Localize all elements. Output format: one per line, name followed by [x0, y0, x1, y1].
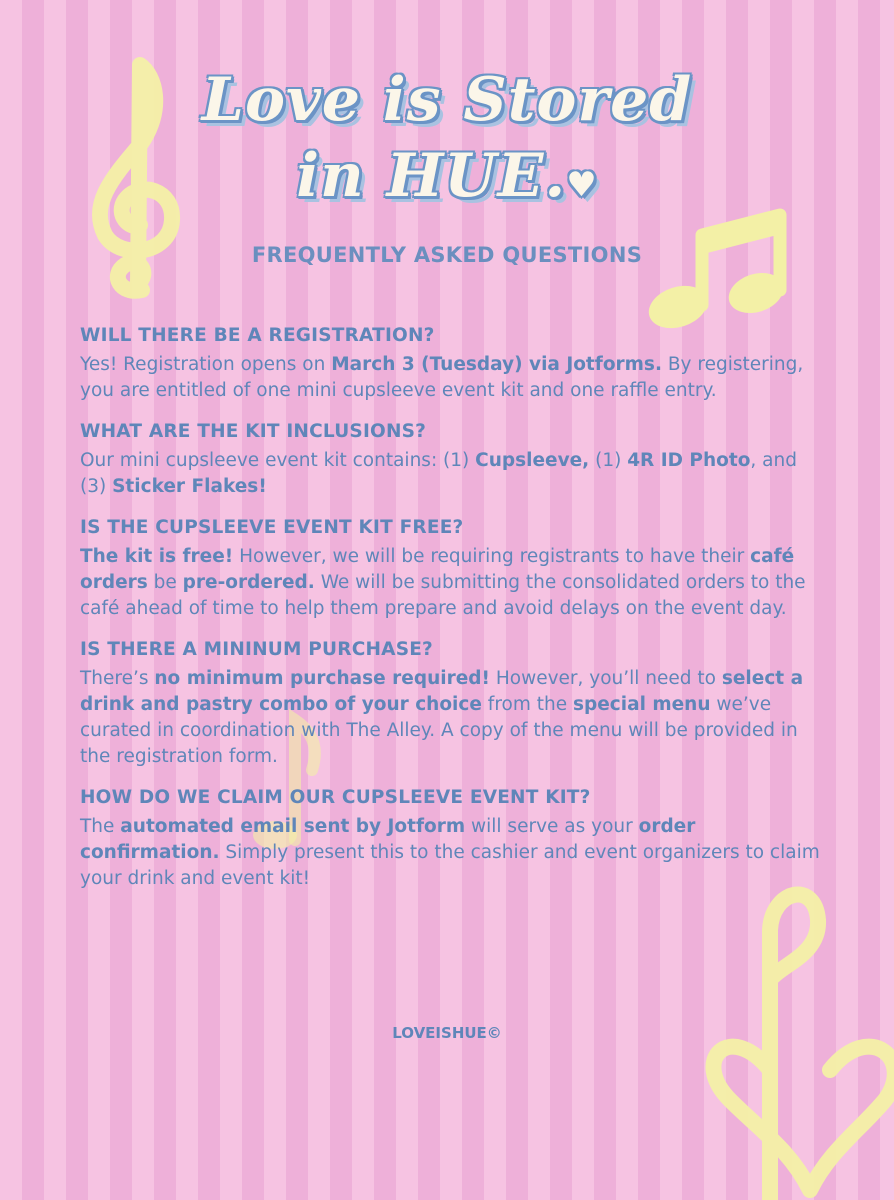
- faq-answer-bold: March 3 (Tuesday) via Jotforms.: [331, 354, 662, 375]
- faq-answer-text: By registering, you are entitled of one mini cupsleeve event kit and one raffle entry.: [80, 354, 804, 401]
- heart-icon: ♥: [566, 165, 598, 205]
- faq-question: WHAT ARE THE KIT INCLUSIONS?: [80, 421, 427, 442]
- faq-question: IS THERE A MININUM PURCHASE?: [80, 639, 433, 660]
- faq-answer-text: be: [147, 572, 183, 593]
- faq-answer-text: Simply present this to the cashier and event organizers to claim your drink and event kit!: [80, 842, 820, 889]
- faq-answer-text: However, we will be requiring registrants to have their: [233, 546, 751, 567]
- faq-answer-text: (1): [589, 450, 628, 471]
- faq-answer-bold: no minimum purchase required!: [154, 668, 490, 689]
- faq-item: [80, 787, 820, 892]
- faq-answer-text: Our mini cupsleeve event kit contains: (1): [80, 450, 476, 471]
- faq-answer-bold: automated email sent by Jotform: [120, 816, 466, 837]
- faq-answer-text: The: [80, 816, 121, 837]
- faq-answer-text: However, you’ll need to: [489, 668, 722, 689]
- faq-answer-bold: café orders: [80, 546, 795, 593]
- faq-item: [80, 639, 820, 770]
- title-line-1: Love is Stored: [201, 65, 693, 135]
- footer-brand: LOVEISHUE©: [392, 1024, 502, 1042]
- faq-answer: [80, 666, 820, 770]
- faq-answer-text: from the: [481, 694, 573, 715]
- title-line-2: [0, 138, 894, 223]
- faq-answer-text: Yes! Registration opens on: [80, 354, 332, 375]
- page-title: [0, 62, 894, 223]
- faq-item: [80, 517, 820, 622]
- faq-answer-bold: order confirmation.: [80, 816, 696, 863]
- faq-answer-text: , and (3): [80, 450, 797, 497]
- faq-answer-bold: 4R ID Photo: [627, 450, 751, 471]
- faq-answer: [80, 544, 820, 622]
- faq-answer: [80, 448, 820, 500]
- faq-list: [80, 325, 820, 909]
- faq-answer-text: we’ve curated in coordination with The Alley. A copy of the menu will be provided in the registration form.: [80, 694, 798, 767]
- page-subtitle: FREQUENTLY ASKED QUESTIONS: [251, 243, 643, 267]
- faq-question: HOW DO WE CLAIM OUR CUPSLEEVE EVENT KIT?: [80, 787, 591, 808]
- faq-item: [80, 421, 820, 500]
- faq-item: [80, 325, 820, 404]
- title-line-2-text: in HUE.: [296, 141, 567, 211]
- faq-answer-bold: Cupsleeve,: [475, 450, 590, 471]
- faq-answer: [80, 814, 820, 892]
- faq-answer-text: will serve as your: [465, 816, 639, 837]
- faq-answer-bold: pre-ordered.: [182, 572, 315, 593]
- faq-answer-bold: The kit is free!: [80, 546, 234, 567]
- faq-answer-text: There’s: [80, 668, 155, 689]
- faq-answer-bold: special menu: [572, 694, 711, 715]
- faq-answer-bold: Sticker Flakes!: [112, 476, 267, 497]
- faq-question: WILL THERE BE A REGISTRATION?: [80, 325, 435, 346]
- faq-answer-text: We will be submitting the consolidated orders to the café ahead of time to help them prepare and avoid delays on the event day.: [80, 572, 806, 619]
- faq-answer: [80, 352, 820, 404]
- faq-question: IS THE CUPSLEEVE EVENT KIT FREE?: [80, 517, 464, 538]
- faq-answer-bold: select a drink and pastry combo of your choice: [80, 668, 804, 715]
- music-note-icon: [640, 205, 800, 345]
